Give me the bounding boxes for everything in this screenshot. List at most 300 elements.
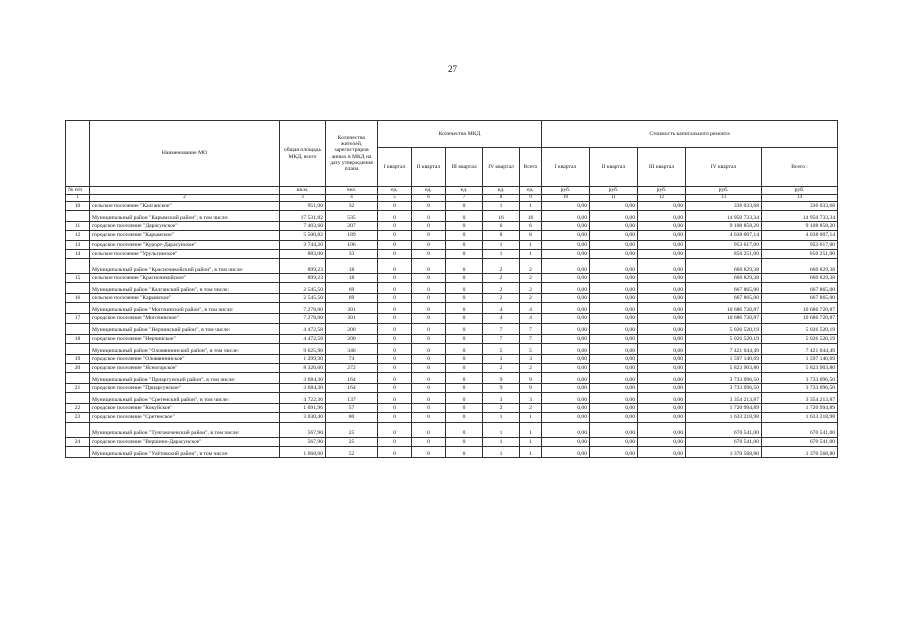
row-number	[66, 323, 90, 334]
table-row	[66, 384, 838, 393]
row-cost-cell: 667 865,00	[762, 283, 838, 294]
row-area: 3 684,30	[280, 373, 326, 384]
page-number: 27	[448, 64, 457, 74]
row-name: сельское поселение "Красночикойское"	[90, 273, 280, 282]
row-count-cell: 0	[412, 363, 446, 372]
header-cost: Стоимость капитального ремонта	[542, 121, 838, 148]
header-name: Наименование МО	[90, 121, 280, 187]
row-area: 883,00	[280, 249, 326, 258]
row-count-cell: 0	[378, 393, 412, 404]
row-cost-cell: 10 686 720,87	[686, 303, 762, 314]
unit-cell: руб.	[762, 187, 838, 195]
row-cost-cell: 0,00	[590, 202, 638, 211]
row-residents: 535	[326, 211, 378, 222]
row-count-cell: 2	[483, 294, 520, 303]
row-cost-cell: 0,00	[542, 222, 590, 231]
row-cost-cell: 0,00	[590, 363, 638, 372]
row-cost-cell: 10 686 720,87	[762, 303, 838, 314]
row-cost-cell: 5 823 903,80	[686, 363, 762, 372]
unit-cell: ед.	[483, 187, 520, 195]
row-count-cell: 0	[446, 393, 483, 404]
row-area: 3 744,20	[280, 240, 326, 249]
row-residents: 272	[326, 363, 378, 372]
row-cost-cell: 1 597 140,69	[686, 354, 762, 363]
row-number	[66, 422, 90, 437]
row-cost-cell: 0,00	[590, 446, 638, 457]
row-count-cell: 0	[378, 422, 412, 437]
row-cost-cell: 0,00	[638, 303, 686, 314]
row-cost-cell: 0,00	[590, 393, 638, 404]
row-cost-cell: 670 541,00	[686, 437, 762, 446]
col-number: 9	[520, 195, 542, 202]
row-name: сельское поселение "Карымское"	[90, 294, 280, 303]
row-count-cell: 0	[446, 294, 483, 303]
row-count-cell: 0	[446, 211, 483, 222]
header-row-num: № п/п	[66, 187, 90, 195]
col-number: 10	[542, 195, 590, 202]
row-cost-cell: 0,00	[590, 413, 638, 422]
row-cost-cell: 3 733 096,50	[686, 373, 762, 384]
row-cost-cell: 0,00	[542, 422, 590, 437]
row-number	[66, 373, 90, 384]
col-number: 5	[378, 195, 412, 202]
unit-cell: ед.	[378, 187, 412, 195]
row-count-cell: 2	[520, 294, 542, 303]
row-count-cell: 7	[520, 323, 542, 334]
row-cost-cell: 0,00	[542, 363, 590, 372]
row-cost-cell: 0,00	[542, 343, 590, 354]
row-cost-cell: 14 950 733,34	[686, 211, 762, 222]
row-cost-cell: 14 950 733,34	[762, 211, 838, 222]
row-count-cell: 0	[378, 249, 412, 258]
table-row-group	[66, 283, 838, 294]
row-cost-cell: 0,00	[638, 373, 686, 384]
row-cost-cell: 0,00	[542, 334, 590, 343]
row-cost-cell: 3 354 213,87	[762, 393, 838, 404]
row-count-cell: 0	[378, 283, 412, 294]
row-cost-cell: 0,00	[590, 294, 638, 303]
header-residents: Количество жителей, зарегистриров анных в МКД на дату утверждения плана	[326, 121, 378, 187]
row-count-cell: 0	[412, 446, 446, 457]
row-number: 12	[66, 231, 90, 240]
header-row-num-blank	[66, 121, 90, 187]
row-cost-cell: 0,00	[542, 249, 590, 258]
row-area: 2 545,50	[280, 294, 326, 303]
row-area: 5 500,82	[280, 231, 326, 240]
row-count-cell: 0	[378, 354, 412, 363]
row-name: Муниципальный район "Нерчинский район", в том числе:	[90, 323, 280, 334]
row-count-cell: 0	[412, 240, 446, 249]
row-residents: 207	[326, 222, 378, 231]
row-cost-cell: 0,00	[638, 343, 686, 354]
row-count-cell: 16	[520, 211, 542, 222]
row-cost-cell: 0,00	[638, 323, 686, 334]
row-count-cell: 6	[520, 222, 542, 231]
row-count-cell: 0	[378, 437, 412, 446]
row-cost-cell: 0,00	[638, 240, 686, 249]
row-cost-cell: 5 026 520,19	[686, 323, 762, 334]
row-count-cell: 9	[483, 384, 520, 393]
row-count-cell: 0	[412, 202, 446, 211]
row-area: 3 684,30	[280, 384, 326, 393]
row-number	[66, 446, 90, 457]
row-count-cell: 0	[412, 258, 446, 273]
row-number	[66, 393, 90, 404]
row-name: сельское поселение "Калганское"	[90, 202, 280, 211]
row-cost-cell: 0,00	[590, 231, 638, 240]
row-cost-cell: 1 370 568,80	[686, 446, 762, 457]
row-count-cell: 16	[483, 211, 520, 222]
row-count-cell: 2	[520, 363, 542, 372]
row-count-cell: 1	[520, 202, 542, 211]
row-count-cell: 0	[412, 334, 446, 343]
row-count-cell: 0	[412, 211, 446, 222]
row-count-cell: 3	[520, 354, 542, 363]
row-cost-cell: 0,00	[638, 283, 686, 294]
row-count-cell: 0	[378, 323, 412, 334]
row-count-cell: 4	[483, 314, 520, 323]
row-count-cell: 0	[446, 404, 483, 413]
unit-cell: ед.	[520, 187, 542, 195]
col-number: 12	[638, 195, 686, 202]
row-residents: 137	[326, 393, 378, 404]
col-number: 3	[280, 195, 326, 202]
row-cost-cell: 0,00	[638, 334, 686, 343]
row-count-cell: 9	[520, 373, 542, 384]
table-row	[66, 437, 838, 446]
row-count-cell: 0	[412, 231, 446, 240]
row-count-cell: 0	[378, 314, 412, 323]
row-count-cell: 5	[483, 343, 520, 354]
row-cost-cell: 0,00	[542, 202, 590, 211]
row-number: 14	[66, 249, 90, 258]
row-cost-cell: 0,00	[590, 354, 638, 363]
row-count-cell: 2	[520, 258, 542, 273]
row-residents: 346	[326, 343, 378, 354]
row-count-cell: 1	[520, 240, 542, 249]
row-cost-cell: 3 733 096,50	[762, 384, 838, 393]
table-row	[66, 404, 838, 413]
row-count-cell: 0	[412, 343, 446, 354]
row-name: городское поселение "Нерчинское"	[90, 334, 280, 343]
row-residents: 164	[326, 384, 378, 393]
row-area: 567,90	[280, 437, 326, 446]
row-cost-cell: 1 720 994,89	[762, 404, 838, 413]
unit-cell: руб.	[590, 187, 638, 195]
row-cost-cell: 0,00	[638, 258, 686, 273]
row-count-cell: 0	[446, 384, 483, 393]
row-cost-cell: 3 733 096,50	[686, 384, 762, 393]
row-name: сельское поселение "Урульгинское"	[90, 249, 280, 258]
table-row-group	[66, 393, 838, 404]
row-count-cell: 0	[412, 404, 446, 413]
table-row-group	[66, 303, 838, 314]
row-number: 24	[66, 437, 90, 446]
header-count-q2: II квартал	[412, 148, 446, 187]
row-cost-cell: 4 038 007,14	[762, 231, 838, 240]
row-cost-cell: 850 251,00	[762, 249, 838, 258]
row-area: 9 625,90	[280, 343, 326, 354]
row-cost-cell: 0,00	[542, 240, 590, 249]
table-row	[66, 222, 838, 231]
row-cost-cell: 0,00	[638, 249, 686, 258]
row-cost-cell: 4 038 007,14	[686, 231, 762, 240]
row-count-cell: 0	[446, 314, 483, 323]
table-row	[66, 363, 838, 372]
row-name: городское поселение "Кокуйское"	[90, 404, 280, 413]
col-number: 11	[590, 195, 638, 202]
row-cost-cell: 0,00	[542, 437, 590, 446]
row-count-cell: 0	[446, 283, 483, 294]
row-cost-cell: 0,00	[542, 211, 590, 222]
row-cost-cell: 0,00	[590, 314, 638, 323]
table-row	[66, 354, 838, 363]
row-cost-cell: 667 865,00	[686, 294, 762, 303]
row-name: городское поселение "Оловяннинское"	[90, 354, 280, 363]
row-count-cell: 4	[483, 303, 520, 314]
row-cost-cell: 0,00	[590, 334, 638, 343]
row-cost-cell: 0,00	[638, 413, 686, 422]
row-count-cell: 0	[446, 273, 483, 282]
col-number: 14	[762, 195, 838, 202]
row-number: 18	[66, 334, 90, 343]
column-numbers-row	[66, 195, 838, 202]
row-cost-cell: 3 354 213,87	[686, 393, 762, 404]
row-residents: 33	[326, 249, 378, 258]
row-count-cell: 8	[520, 231, 542, 240]
row-cost-cell: 0,00	[590, 303, 638, 314]
header-cost-q3: III квартал	[638, 148, 686, 187]
row-residents: 69	[326, 294, 378, 303]
row-name: городское поселение "Приаргунское"	[90, 384, 280, 393]
row-count-cell: 0	[412, 283, 446, 294]
row-number	[66, 258, 90, 273]
row-name: городское поселение "Карымское"	[90, 231, 280, 240]
row-count-cell: 0	[412, 384, 446, 393]
row-cost-cell: 0,00	[638, 202, 686, 211]
row-count-cell: 0	[412, 354, 446, 363]
header-cost-q2: II квартал	[590, 148, 638, 187]
row-count-cell: 8	[483, 231, 520, 240]
row-name: Муниципальный район "Калганский район", в том числе:	[90, 283, 280, 294]
row-count-cell: 0	[412, 273, 446, 282]
row-number: 21	[66, 384, 90, 393]
row-count-cell: 0	[446, 222, 483, 231]
row-count-cell: 1	[483, 413, 520, 422]
row-cost-cell: 0,00	[542, 354, 590, 363]
row-name: Муниципальный район "Красночикойский район", в том числе:	[90, 258, 280, 273]
row-cost-cell: 0,00	[542, 314, 590, 323]
row-cost-cell: 10 686 720,87	[762, 314, 838, 323]
row-cost-cell: 9 108 858,20	[686, 222, 762, 231]
row-cost-cell: 5 823 903,80	[762, 363, 838, 372]
header-count-total: Всего	[520, 148, 542, 187]
row-count-cell: 2	[483, 363, 520, 372]
row-cost-cell: 0,00	[638, 363, 686, 372]
row-count-cell: 2	[483, 404, 520, 413]
row-area: 4 472,58	[280, 334, 326, 343]
row-count-cell: 0	[446, 249, 483, 258]
row-count-cell: 2	[483, 258, 520, 273]
row-count-cell: 6	[483, 222, 520, 231]
row-count-cell: 7	[483, 334, 520, 343]
row-cost-cell: 0,00	[542, 258, 590, 273]
row-residents: 74	[326, 354, 378, 363]
header-mkd-count: Количество МКД	[378, 121, 542, 148]
row-residents: 57	[326, 404, 378, 413]
row-residents: 301	[326, 303, 378, 314]
col-number: 7	[446, 195, 483, 202]
row-count-cell: 0	[446, 343, 483, 354]
row-cost-cell: 1 633 218,98	[686, 413, 762, 422]
row-count-cell: 0	[446, 354, 483, 363]
header-count-q3: III квартал	[446, 148, 483, 187]
row-count-cell: 0	[378, 273, 412, 282]
row-cost-cell: 850 251,00	[686, 249, 762, 258]
row-name: Муниципальный район "Могочинский район", в том числе:	[90, 303, 280, 314]
row-count-cell: 0	[378, 413, 412, 422]
row-cost-cell: 0,00	[638, 393, 686, 404]
row-number: 15	[66, 273, 90, 282]
row-count-cell: 0	[378, 334, 412, 343]
row-count-cell: 0	[412, 323, 446, 334]
row-number	[66, 343, 90, 354]
unit-cell: кв.м.	[280, 187, 326, 195]
row-cost-cell: 670 541,00	[762, 422, 838, 437]
row-count-cell: 0	[446, 334, 483, 343]
row-cost-cell: 0,00	[638, 384, 686, 393]
row-cost-cell: 9 108 858,20	[762, 222, 838, 231]
row-cost-cell: 0,00	[638, 437, 686, 446]
row-name: городское поселение "Ясногорское"	[90, 363, 280, 372]
table-row	[66, 334, 838, 343]
row-cost-cell: 670 541,00	[762, 437, 838, 446]
row-name: городское поселение "Могочинское"	[90, 314, 280, 323]
row-cost-cell: 670 541,00	[686, 422, 762, 437]
col-number: 6	[412, 195, 446, 202]
row-count-cell: 2	[520, 273, 542, 282]
row-count-cell: 0	[378, 373, 412, 384]
row-residents: 200	[326, 323, 378, 334]
row-residents: 25	[326, 422, 378, 437]
row-name: Муниципальный район "Сретенский район", в том числе:	[90, 393, 280, 404]
row-count-cell: 2	[483, 283, 520, 294]
row-count-cell: 1	[520, 413, 542, 422]
row-cost-cell: 0,00	[638, 354, 686, 363]
header-cost-q1: I квартал	[542, 148, 590, 187]
row-count-cell: 3	[520, 393, 542, 404]
table-row-group	[66, 323, 838, 334]
row-number	[66, 283, 90, 294]
row-count-cell: 9	[520, 384, 542, 393]
row-number: 20	[66, 363, 90, 372]
row-cost-cell: 0,00	[542, 404, 590, 413]
units-row	[66, 187, 838, 195]
row-number: 16	[66, 294, 90, 303]
row-count-cell: 5	[520, 343, 542, 354]
row-cost-cell: 1 370 568,80	[762, 446, 838, 457]
row-residents: 32	[326, 202, 378, 211]
row-cost-cell: 0,00	[590, 240, 638, 249]
row-cost-cell: 7 421 044,49	[686, 343, 762, 354]
row-cost-cell: 0,00	[542, 384, 590, 393]
table-row	[66, 202, 838, 211]
row-residents: 189	[326, 231, 378, 240]
table-row-group	[66, 373, 838, 384]
row-count-cell: 1	[520, 422, 542, 437]
row-name: городское поселение "Вершино-Дарасунское"	[90, 437, 280, 446]
row-name: городское поселение "Курорт-Дарасунское"	[90, 240, 280, 249]
row-area: 3 030,40	[280, 413, 326, 422]
row-count-cell: 0	[412, 222, 446, 231]
row-name: Муниципальный район "Улётовский район", в том числе:	[90, 446, 280, 457]
table-row	[66, 273, 838, 282]
row-number: 13	[66, 240, 90, 249]
unit-cell: руб.	[542, 187, 590, 195]
row-count-cell: 0	[412, 294, 446, 303]
col-number: 2	[90, 195, 280, 202]
row-count-cell: 0	[446, 413, 483, 422]
row-count-cell: 0	[446, 446, 483, 457]
row-cost-cell: 0,00	[590, 373, 638, 384]
row-cost-cell: 660 829,38	[762, 258, 838, 273]
row-count-cell: 0	[378, 231, 412, 240]
row-number: 19	[66, 354, 90, 363]
row-cost-cell: 3 733 096,50	[762, 373, 838, 384]
table-row-group	[66, 211, 838, 222]
row-count-cell: 1	[483, 240, 520, 249]
row-cost-cell: 0,00	[638, 222, 686, 231]
row-cost-cell: 1 720 994,89	[686, 404, 762, 413]
table-row	[66, 294, 838, 303]
unit-cell: ед.	[446, 187, 483, 195]
row-cost-cell: 10 686 720,87	[686, 314, 762, 323]
row-count-cell: 2	[520, 404, 542, 413]
header-count-q1: I квартал	[378, 148, 412, 187]
row-count-cell: 0	[378, 211, 412, 222]
row-number: 11	[66, 222, 90, 231]
row-cost-cell: 0,00	[542, 294, 590, 303]
row-count-cell: 0	[378, 222, 412, 231]
row-area: 1 299,30	[280, 354, 326, 363]
table-row	[66, 249, 838, 258]
row-cost-cell: 1 597 140,69	[762, 354, 838, 363]
row-count-cell: 1	[520, 437, 542, 446]
row-count-cell: 0	[446, 373, 483, 384]
row-cost-cell: 5 026 520,19	[762, 334, 838, 343]
row-count-cell: 0	[446, 202, 483, 211]
row-count-cell: 3	[483, 393, 520, 404]
table-row	[66, 231, 838, 240]
row-count-cell: 0	[378, 240, 412, 249]
table-row	[66, 413, 838, 422]
row-count-cell: 4	[520, 303, 542, 314]
row-count-cell: 0	[446, 258, 483, 273]
row-count-cell: 0	[446, 437, 483, 446]
row-name: Муниципальный район "Карымский район", в том числе:	[90, 211, 280, 222]
row-name: городское поселение "Дарасунское"	[90, 222, 280, 231]
row-area: 899,23	[280, 258, 326, 273]
row-cost-cell: 0,00	[638, 211, 686, 222]
row-cost-cell: 0,00	[590, 404, 638, 413]
row-number: 17	[66, 314, 90, 323]
table-row-group	[66, 446, 838, 457]
row-cost-cell: 0,00	[590, 437, 638, 446]
row-residents: 18	[326, 258, 378, 273]
table-body	[66, 202, 838, 458]
row-count-cell: 0	[412, 437, 446, 446]
row-cost-cell: 0,00	[590, 273, 638, 282]
